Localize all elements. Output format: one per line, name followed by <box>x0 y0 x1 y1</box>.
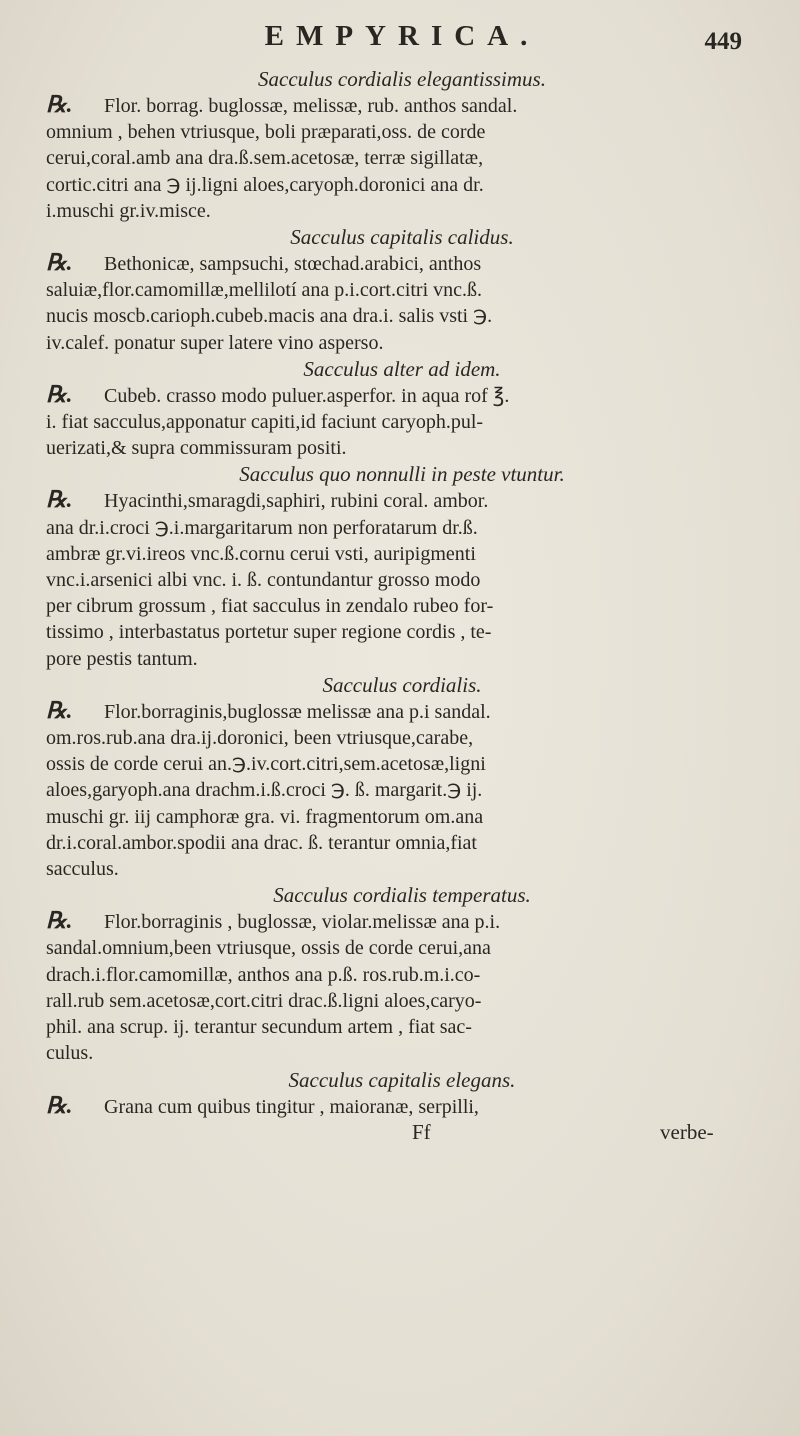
recipe-line-text: tissimo , interbastatus portetur super regione cordis , te- <box>46 621 492 644</box>
recipe-line <box>46 172 758 198</box>
indent <box>46 1093 104 1120</box>
recipe-section <box>46 224 758 356</box>
recipe-line <box>46 830 758 856</box>
recipe-line-text: ambræ gr.vi.ireos vnc.ß.cornu cerui vsti, auripigmenti <box>46 542 476 565</box>
recipe-line <box>46 725 758 751</box>
indent <box>46 92 104 119</box>
running-head <box>46 16 758 66</box>
recipe-line-text: Grana cum quibus tingitur , maioranæ, serpilli, <box>104 1095 479 1118</box>
recipe-heading: Sacculus capitalis elegans. <box>288 1067 516 1092</box>
page-footer <box>46 1120 758 1146</box>
page-number: 449 <box>704 28 742 55</box>
recipe-section <box>46 672 758 882</box>
recipe-text <box>46 1093 758 1120</box>
recipe-line-text: Flor.borraginis , buglossæ, violar.melissæ ana p.i. <box>104 911 501 934</box>
recipe-line-text: om.ros.rub.ana dra.ij.doronici, been vtriusque,carabe, <box>46 727 474 750</box>
recipe-line <box>46 567 758 593</box>
recipe-section <box>46 882 758 1066</box>
recipe-line-text: sandal.omnium,been vtriusque, ossis de corde cerui,ana <box>46 937 491 960</box>
recipe-line <box>46 777 758 803</box>
recipe-line-text: vnc.i.arsenici albi vnc. i. ß. contundantur grosso modo <box>46 569 481 592</box>
recipe-line-text: i.muschi gr.iv.misce. <box>46 199 211 222</box>
recipe-line-text: uerizati,& supra commissuram positi. <box>46 437 347 460</box>
recipe-line <box>46 330 758 356</box>
recipe-heading: Sacculus cordialis elegantissimus. <box>258 67 546 91</box>
recipe-line-text: Flor. borrag. buglossæ, melissæ, rub. anthos sandal. <box>104 95 518 117</box>
recipe-line <box>46 593 758 619</box>
recipe-heading: Sacculus alter ad idem. <box>303 356 501 381</box>
recipe-line-text: muschi gr. iij camphoræ gra. vi. fragmentorum om.ana <box>46 805 484 828</box>
recipe-line-text: culus. <box>46 1042 94 1065</box>
recipe-line-text: aloes,garyoph.ana drachm.i.ß.croci ℈. ß. margarit.℈ ij. <box>46 779 483 802</box>
recipe-text <box>46 92 758 224</box>
recipe-line <box>46 541 758 567</box>
indent <box>46 250 104 277</box>
recipe-line-text: Hyacinthi,smaragdi,saphiri, rubini coral. ambor. <box>104 490 489 513</box>
recipe-section <box>46 356 758 462</box>
recipe-line <box>46 856 758 882</box>
recipe-line <box>46 619 758 645</box>
recipe-line-text: nucis moscb.carioph.cubeb.macis ana dra.i. salis vsti ℈. <box>46 305 493 328</box>
recipe-text <box>46 487 758 671</box>
recipe-section <box>46 66 758 224</box>
recipe-section <box>46 461 758 671</box>
recipe-line <box>46 198 758 224</box>
recipe-line <box>46 277 758 303</box>
recipe-line-text: Bethonicæ, sampsuchi, stœchad.arabici, anthos <box>104 253 482 276</box>
recipe-line <box>46 935 758 961</box>
recipe-rx-symbol: ℞. <box>46 487 73 513</box>
recipe-text <box>46 908 758 1066</box>
recipe-line-text: ana dr.i.croci ℈.i.margaritarum non perforatarum dr.ß. <box>46 516 478 539</box>
recipe-line <box>46 1093 758 1120</box>
recipe-line <box>46 119 758 145</box>
recipe-text <box>46 382 758 462</box>
body-text <box>46 66 758 1120</box>
recipe-line <box>46 409 758 435</box>
recipe-line <box>46 1014 758 1040</box>
signature-mark: Ff <box>412 1119 431 1144</box>
recipe-line <box>46 92 758 119</box>
recipe-line-text: Flor.borraginis,buglossæ melissæ ana p.i sandal. <box>104 700 491 723</box>
recipe-line <box>46 804 758 830</box>
recipe-line-text: drach.i.flor.camomillæ, anthos ana p.ß. ros.rub.m.i.co- <box>46 963 481 986</box>
recipe-line-text: ossis de corde cerui an.℈.iv.cort.citri,sem.acetosæ,ligni <box>46 753 486 776</box>
recipe-line-text: saluiæ,flor.camomillæ,mellilotí ana p.i.cort.citri vnc.ß. <box>46 279 483 302</box>
recipe-line <box>46 487 758 514</box>
catchword: verbe- <box>660 1119 714 1144</box>
recipe-rx-symbol: ℞. <box>46 1092 73 1118</box>
recipe-heading: Sacculus quo nonnulli in peste vtuntur. <box>239 462 565 487</box>
recipe-line <box>46 250 758 277</box>
recipe-heading: Sacculus cordialis. <box>322 672 482 697</box>
recipe-rx-symbol: ℞. <box>46 92 73 117</box>
recipe-line <box>46 988 758 1014</box>
recipe-line-text: omnium , behen vtriusque, boli præparati,oss. de corde <box>46 121 486 144</box>
recipe-section <box>46 1067 758 1120</box>
recipe-line-text: phil. ana scrup. ij. terantur secundum artem , fiat sac- <box>46 1016 472 1039</box>
recipe-line <box>46 1040 758 1066</box>
recipe-line <box>46 908 758 935</box>
recipe-line-text: rall.rub sem.acetosæ,cort.citri drac.ß.ligni aloes,caryo- <box>46 989 482 1012</box>
recipe-line-text: pore pestis tantum. <box>46 647 198 670</box>
recipe-line-text: Cubeb. crasso modo puluer.asperfor. in aqua rof ℥. <box>104 384 510 407</box>
recipe-line <box>46 751 758 777</box>
indent <box>46 382 104 409</box>
recipe-line <box>46 646 758 672</box>
recipe-line <box>46 698 758 725</box>
recipe-line-text: cortic.citri ana ℈ ij.ligni aloes,caryoph.doronici ana dr. <box>46 173 484 196</box>
recipe-line-text: sacculus. <box>46 858 119 881</box>
recipe-heading: Sacculus capitalis calidus. <box>290 225 514 250</box>
recipe-rx-symbol: ℞. <box>46 250 73 276</box>
running-title: EMPYRICA. <box>264 20 540 52</box>
recipe-rx-symbol: ℞. <box>46 381 73 407</box>
indent <box>46 487 104 514</box>
recipe-text <box>46 250 758 356</box>
recipe-heading: Sacculus cordialis temperatus. <box>273 883 531 908</box>
indent <box>46 698 104 725</box>
recipe-line <box>46 435 758 461</box>
indent <box>46 908 104 935</box>
recipe-line <box>46 382 758 409</box>
recipe-line-text: dr.i.coral.ambor.spodii ana drac. ß. terantur omnia,fiat <box>46 831 477 854</box>
recipe-text <box>46 698 758 882</box>
recipe-line-text: iv.calef. ponatur super latere vino aspersо. <box>46 331 384 354</box>
recipe-line <box>46 145 758 171</box>
recipe-line-text: cerui,coral.amb ana dra.ß.sem.acetosæ, terræ sigillatæ, <box>46 147 484 170</box>
recipe-line-text: i. fiat sacculus,apponatur capiti,id faciunt caryoph.pul- <box>46 411 484 434</box>
recipe-line <box>46 962 758 988</box>
recipe-line-text: per cibrum grossum , fiat sacculus in zendalo rubeo for- <box>46 595 494 618</box>
recipe-line <box>46 303 758 329</box>
recipe-rx-symbol: ℞. <box>46 908 73 934</box>
recipe-line <box>46 515 758 541</box>
recipe-rx-symbol: ℞. <box>46 697 73 723</box>
